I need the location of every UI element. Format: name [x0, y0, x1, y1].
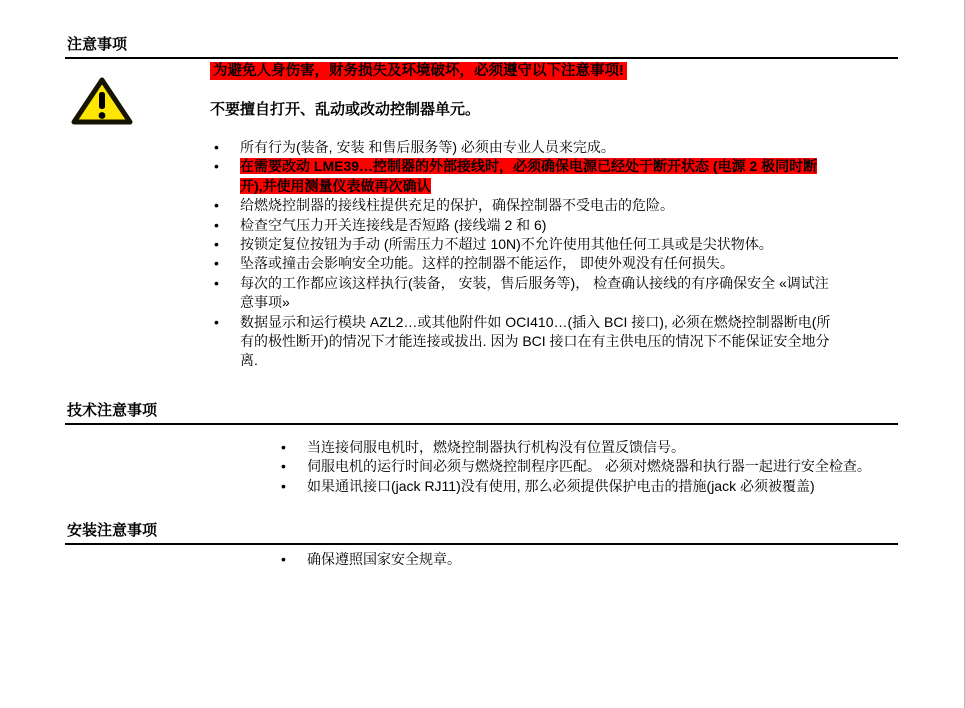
- bullet-item: [277, 550, 899, 569]
- notes-content-column: [210, 62, 832, 371]
- bullet-text: 坠落或撞击会影响安全功能。这样的控制器不能运作， 即使外观没有任何损失。: [240, 255, 734, 272]
- section-installation: [0, 522, 964, 569]
- bullet-text: 如果通讯接口(jack RJ11)没有使用, 那么必须提供保护电击的措施(jack 必须被覆盖): [307, 477, 815, 494]
- bullet-text: 确保遵照国家安全规章。: [307, 551, 461, 568]
- installation-bullet-list: [277, 550, 899, 569]
- warning-subheading: 不要擅自打开、乱动或改动控制器单元。: [210, 101, 481, 118]
- technical-bullet-list: [277, 438, 899, 496]
- bullet-item: [210, 274, 832, 313]
- bullet-item: [210, 313, 832, 371]
- section-notes-rule: [65, 57, 898, 59]
- notes-bullet-list: [210, 138, 832, 371]
- bullet-item: [277, 477, 899, 496]
- bullet-text: 按锁定复位按钮为手动 (所需压力不超过 10N)不允许使用其他任何工具或是尖状物体。: [240, 236, 773, 253]
- bullet-text: 检查空气压力开关连接线是否短路 (接线端 2 和 6): [240, 216, 547, 233]
- bullet-item: [210, 196, 832, 215]
- section-notes: [0, 36, 964, 371]
- section-technical-rule: [65, 423, 898, 425]
- section-technical-title: 技术注意事项: [67, 401, 158, 419]
- bullet-item: [277, 457, 899, 476]
- warning-triangle-icon: [70, 76, 134, 126]
- section-technical: [0, 402, 964, 496]
- bullet-text: 每次的工作都应该这样执行(装备， 安装，售后服务等)， 检查确认接线的有序确保安全 «调试注意事项»: [240, 274, 829, 311]
- section-installation-title: 安装注意事项: [67, 522, 158, 540]
- notes-body-row: [0, 62, 964, 371]
- section-installation-rule: [65, 543, 898, 545]
- bullet-text: 给燃烧控制器的接线柱提供充足的保护，确保控制器不受电击的危险。: [240, 197, 674, 214]
- bullet-text: 所有行为(装备, 安装 和售后服务等) 必须由专业人员来完成。: [240, 139, 615, 155]
- bullet-item: [210, 235, 832, 254]
- bullet-item: [277, 438, 899, 457]
- bullet-item: [210, 216, 832, 235]
- bullet-item: [210, 138, 832, 157]
- warning-banner: 为避免人身伤害，财务损失及环境破坏，必须遵守以下注意事项!: [210, 62, 627, 80]
- bullet-text-highlighted: 在需要改动 LME39…控制器的外部接线时，必须确保电源已经处于断开状态 (电源 2 极同时断开),并使用测量仪表做再次确认: [240, 158, 818, 194]
- section-notes-title: 注意事项: [67, 36, 128, 53]
- warning-icon-column: [0, 62, 210, 371]
- bullet-item-highlighted: [210, 157, 832, 196]
- bullet-text: 数据显示和运行模块 AZL2…或其他附件如 OCI410…(插入 BCI 接口), 必须在燃烧控制器断电(所有的极性断开)的情况下才能连接或拔出. 因为 BCI 接口在有主供电压的情况下不能保证安全地分离.: [240, 313, 831, 369]
- bullet-text: 当连接伺服电机时，燃烧控制器执行机构没有位置反馈信号。: [307, 438, 685, 455]
- bullet-text: 伺服电机的运行时间必须与燃烧控制程序匹配。 必须对燃烧器和执行器一起进行安全检查。: [307, 458, 871, 475]
- bullet-item: [210, 254, 832, 273]
